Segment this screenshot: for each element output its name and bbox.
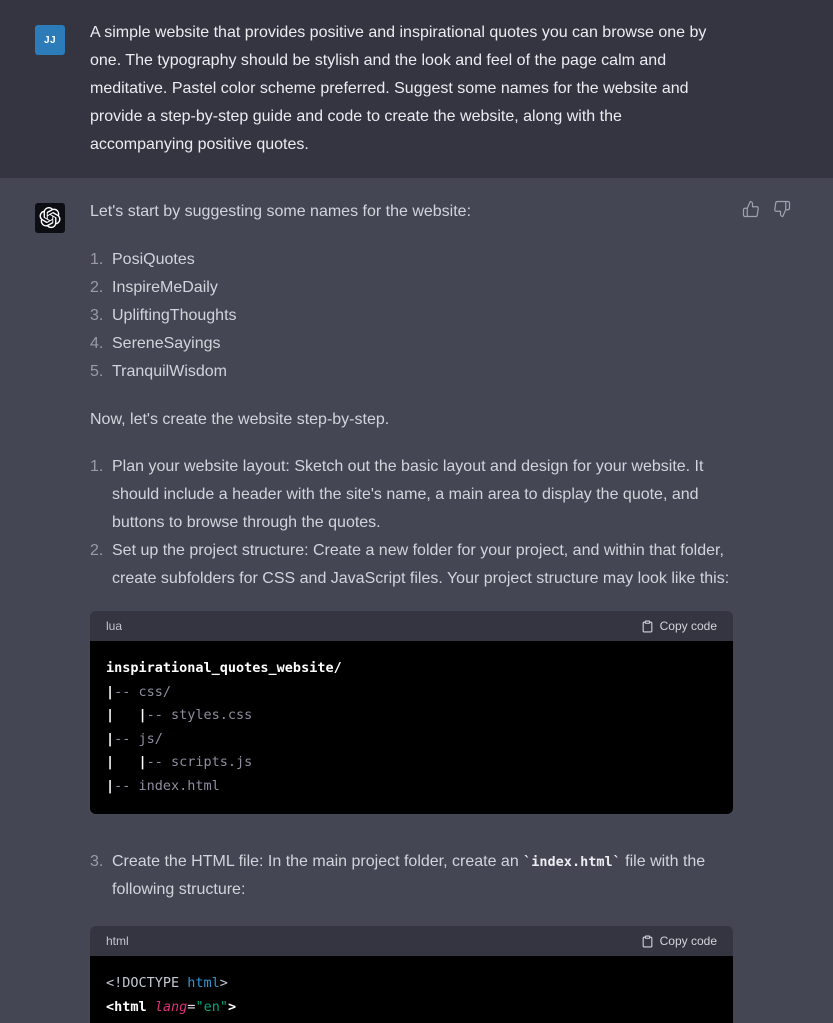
list-item — [90, 358, 733, 386]
steps-list — [90, 453, 733, 593]
list-item-label: SereneSayings — [112, 335, 221, 352]
code-content — [90, 641, 733, 814]
text-line: Create the HTML file: In the main project folder, create an `index.html` file with the — [112, 853, 706, 870]
code-block-html — [90, 926, 733, 1023]
user-message-text — [90, 0, 733, 159]
code-token: lang — [154, 998, 188, 1015]
code-token: > — [227, 998, 237, 1015]
copy-code-button[interactable] — [641, 934, 717, 948]
list-number: 2. — [90, 279, 104, 296]
list-number: 1. — [90, 251, 104, 268]
code-line — [106, 996, 717, 1020]
code-token: <html — [106, 998, 155, 1015]
text-line: buttons to browse through the quotes. — [112, 514, 381, 531]
list-item — [90, 302, 733, 330]
list-number: 5. — [90, 363, 104, 380]
list-item — [90, 246, 733, 274]
code-token: -- css/ — [114, 683, 172, 700]
clipboard-icon — [641, 935, 654, 948]
list-item-label: PosiQuotes — [112, 251, 195, 268]
code-token: | | — [106, 707, 147, 723]
list-item-label: TranquilWisdom — [112, 363, 227, 380]
code-line — [106, 751, 717, 775]
code-token: <!DOCTYPE — [106, 975, 188, 991]
code-token: -- index.html — [114, 777, 220, 794]
thumbs-down-icon — [773, 200, 791, 218]
code-token: inspirational_quotes_website/ — [106, 660, 342, 676]
code-block-lua — [90, 611, 733, 814]
list-number: 2. — [90, 542, 104, 559]
code-line — [106, 972, 717, 996]
code-line — [106, 657, 717, 681]
assistant-message — [0, 178, 833, 1023]
code-token: -- styles.css — [146, 707, 253, 723]
code-token: | — [106, 777, 115, 794]
code-line — [106, 775, 717, 799]
text-line: should include a header with the site's name, a main area to display the quote, and — [112, 486, 699, 503]
code-token: | — [106, 730, 115, 747]
thumbs-down-button[interactable] — [773, 200, 791, 218]
openai-logo-icon — [39, 207, 61, 229]
code-token: "en" — [195, 998, 228, 1015]
list-item — [90, 848, 733, 904]
list-item-text — [112, 537, 733, 593]
code-token: html — [187, 975, 220, 991]
code-line — [106, 681, 717, 705]
code-block-header — [90, 926, 733, 956]
list-item-label: UpliftingThoughts — [112, 307, 237, 324]
assistant-message-body — [90, 178, 733, 1023]
inline-code: `index.html` — [523, 854, 621, 870]
assistant-intro-text: Let's start by suggesting some names for the website: — [90, 203, 472, 220]
list-item-text — [112, 453, 733, 537]
list-item-label: InspireMeDaily — [112, 279, 218, 296]
website-names-list — [90, 246, 733, 386]
code-line — [106, 704, 717, 728]
code-token: | — [106, 683, 115, 700]
list-number: 3. — [90, 853, 104, 870]
list-item — [90, 274, 733, 302]
text-line: following structure: — [112, 881, 246, 898]
list-item — [90, 453, 733, 537]
steps-list-continued — [90, 848, 733, 904]
text-line: Set up the project structure: Create a new folder for your project, and within that folder, — [112, 542, 724, 559]
list-item-text — [112, 848, 733, 904]
list-item — [90, 330, 733, 358]
code-language-label: html — [106, 934, 129, 948]
code-line — [106, 728, 717, 752]
code-token: -- scripts.js — [146, 754, 253, 770]
user-text-line: provide a step-by-step guide and code to create the website, along with the — [90, 108, 622, 125]
code-token: -- js/ — [114, 730, 163, 747]
copy-code-label: Copy code — [659, 934, 717, 948]
list-number: 4. — [90, 335, 104, 352]
user-text-line: accompanying positive quotes. — [90, 136, 309, 153]
user-text-line: A simple website that provides positive and inspirational quotes you can browse one by — [90, 24, 707, 41]
user-avatar — [35, 25, 65, 55]
clipboard-icon — [641, 620, 654, 633]
code-language-label: lua — [106, 619, 123, 633]
user-avatar-initials: JJ — [43, 34, 57, 46]
code-block-header — [90, 611, 733, 641]
copy-code-button[interactable] — [641, 619, 717, 633]
user-text-line: meditative. Pastel color scheme preferred. Suggest some names for the website and — [90, 80, 689, 97]
code-token: = — [187, 998, 196, 1015]
copy-code-label: Copy code — [659, 619, 717, 633]
thumbs-up-button[interactable] — [742, 200, 760, 218]
list-number: 1. — [90, 458, 104, 475]
user-text-line: one. The typography should be stylish and the look and feel of the page calm and — [90, 52, 667, 69]
list-item — [90, 537, 733, 593]
user-message — [0, 0, 833, 178]
code-token: > — [219, 975, 228, 991]
list-number: 3. — [90, 307, 104, 324]
assistant-avatar — [35, 203, 65, 233]
text-line: Plan your website layout: Sketch out the basic layout and design for your website. It — [112, 458, 704, 475]
code-content — [90, 956, 733, 1023]
code-token: | | — [106, 754, 147, 770]
assistant-middle-text: Now, let's create the website step-by-step. — [90, 411, 390, 428]
text-line: create subfolders for CSS and JavaScript files. Your project structure may look like this: — [112, 570, 730, 587]
thumbs-up-icon — [742, 200, 760, 218]
feedback-buttons — [742, 200, 791, 218]
